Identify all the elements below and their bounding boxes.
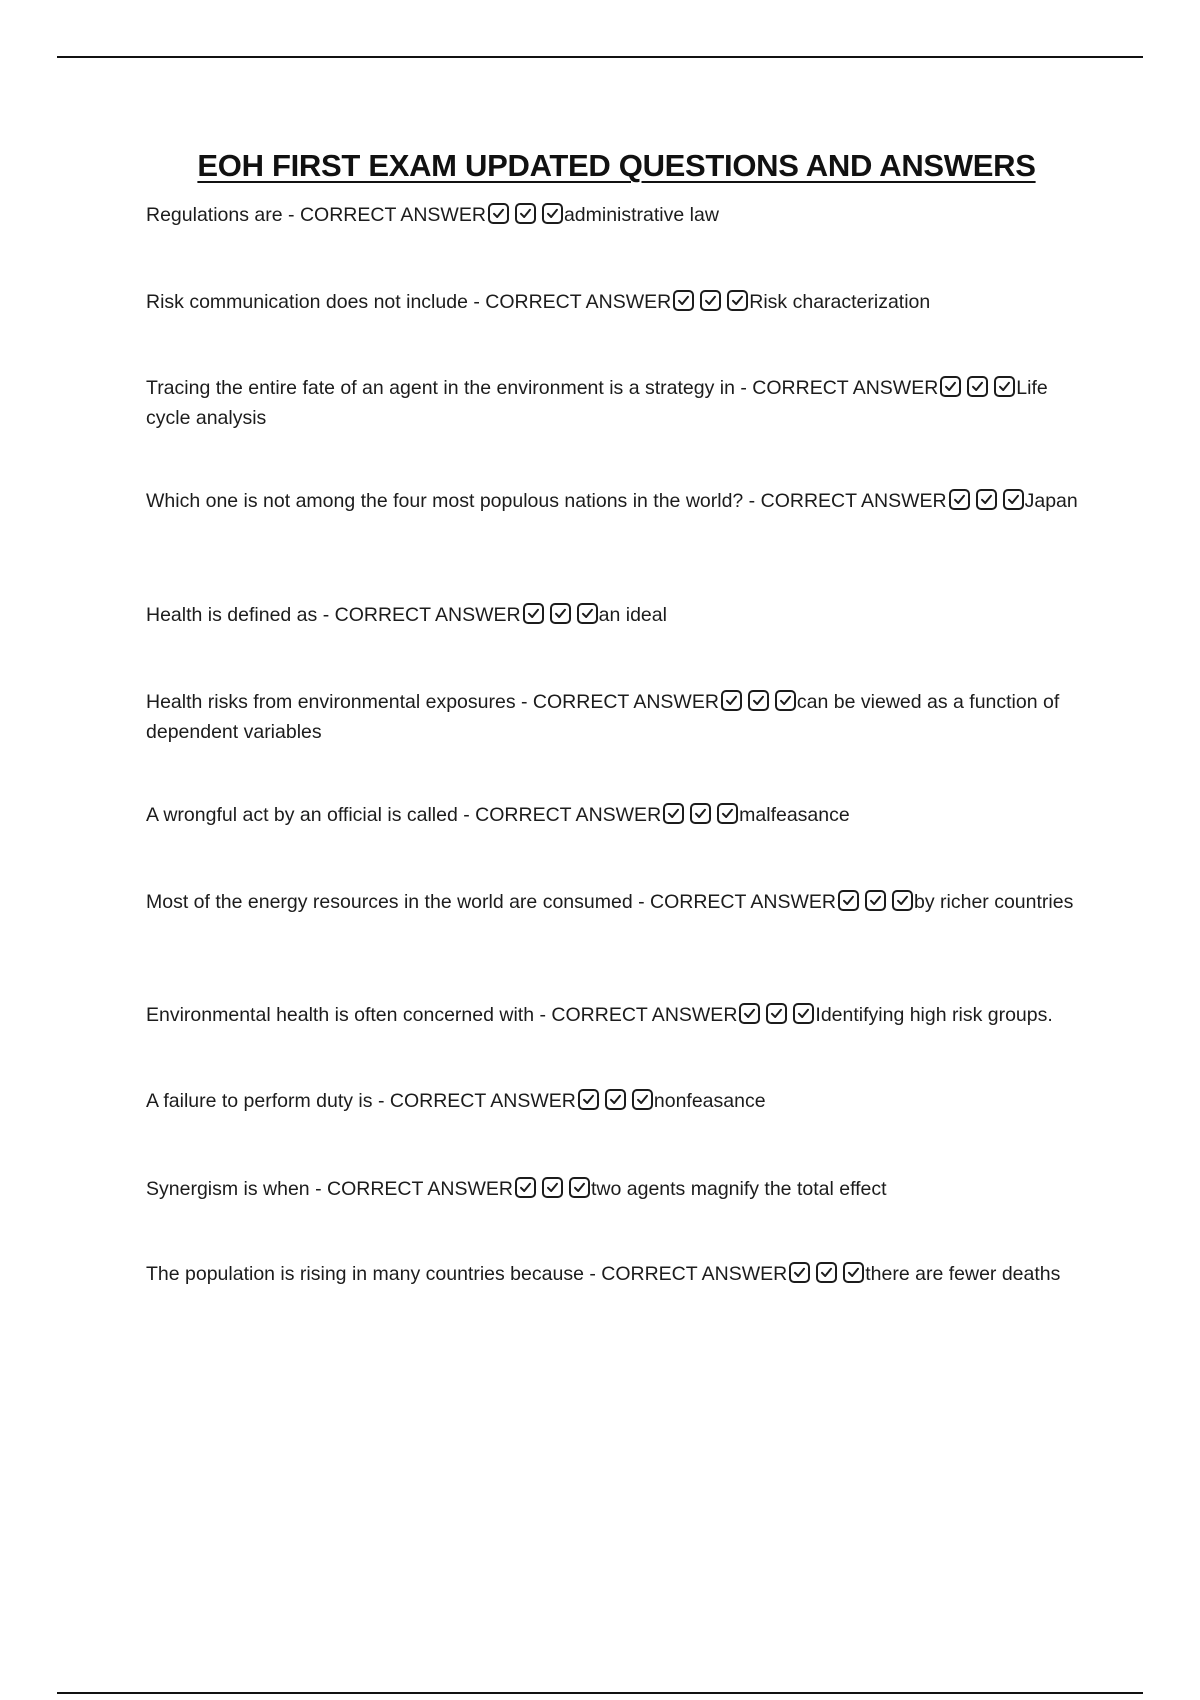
correct-answer-label: CORRECT ANSWER bbox=[485, 291, 672, 313]
question-text: Synergism is when bbox=[146, 1178, 310, 1200]
checkbox-check-icon bbox=[542, 1177, 563, 1198]
checkbox-check-icon bbox=[994, 376, 1015, 397]
question-text: Regulations are bbox=[146, 204, 283, 226]
qa-item bbox=[146, 1086, 1091, 1116]
check-icons bbox=[949, 489, 1024, 510]
separator: - bbox=[372, 1090, 390, 1112]
checkbox-check-icon bbox=[793, 1003, 814, 1024]
checkbox-check-icon bbox=[789, 1262, 810, 1283]
checkbox-check-icon bbox=[967, 376, 988, 397]
check-icons bbox=[523, 603, 598, 624]
answer-text: nonfeasance bbox=[653, 1090, 766, 1112]
bottom-rule bbox=[57, 1692, 1143, 1694]
answer-text: Japan bbox=[1024, 490, 1078, 512]
question-text: Health risks from environmental exposures bbox=[146, 691, 516, 713]
checkbox-check-icon bbox=[515, 203, 536, 224]
qa-item bbox=[146, 200, 1091, 230]
checkbox-check-icon bbox=[569, 1177, 590, 1198]
correct-answer-label: CORRECT ANSWER bbox=[299, 204, 486, 226]
checkbox-check-icon bbox=[700, 290, 721, 311]
separator: - bbox=[515, 691, 533, 713]
correct-answer-label: CORRECT ANSWER bbox=[752, 377, 939, 399]
qa-item bbox=[146, 486, 1091, 516]
checkbox-check-icon bbox=[515, 1177, 536, 1198]
separator: - bbox=[309, 1178, 327, 1200]
check-icons bbox=[488, 203, 563, 224]
question-text: Tracing the entire fate of an agent in the environment is a strategy in bbox=[146, 377, 735, 399]
checkbox-check-icon bbox=[1003, 489, 1024, 510]
answer-text: there are fewer deaths bbox=[865, 1263, 1061, 1285]
separator: - bbox=[632, 891, 651, 913]
top-rule bbox=[57, 56, 1143, 58]
checkbox-check-icon bbox=[843, 1262, 864, 1283]
separator: - bbox=[583, 1263, 602, 1285]
correct-answer-label: CORRECT ANSWER bbox=[551, 1004, 738, 1026]
qa-item bbox=[146, 1000, 1091, 1030]
checkbox-check-icon bbox=[717, 803, 738, 824]
check-icons bbox=[789, 1262, 864, 1283]
checkbox-check-icon bbox=[775, 690, 796, 711]
question-text: A wrongful act by an official is called bbox=[146, 804, 458, 826]
correct-answer-label: CORRECT ANSWER bbox=[327, 1178, 513, 1200]
check-icons bbox=[838, 890, 913, 911]
qa-item bbox=[146, 1174, 1091, 1204]
qa-item bbox=[146, 287, 1091, 317]
checkbox-check-icon bbox=[721, 690, 742, 711]
answer-text: by richer countries bbox=[914, 891, 1074, 913]
separator: - bbox=[457, 804, 476, 826]
document-title: EOH FIRST EXAM UPDATED QUESTIONS AND ANSWERS bbox=[197, 148, 1036, 183]
correct-answer-label: CORRECT ANSWER bbox=[601, 1263, 788, 1285]
checkbox-check-icon bbox=[690, 803, 711, 824]
check-icons bbox=[721, 690, 796, 711]
separator: - bbox=[282, 204, 300, 226]
answer-text: an ideal bbox=[598, 604, 667, 626]
checkbox-check-icon bbox=[748, 690, 769, 711]
question-text: Health is defined as bbox=[146, 604, 318, 626]
separator: - bbox=[743, 490, 761, 512]
checkbox-check-icon bbox=[577, 603, 598, 624]
qa-item bbox=[146, 687, 1091, 747]
checkbox-check-icon bbox=[727, 290, 748, 311]
answer-text: can be viewed as a function of dependent variables bbox=[146, 691, 1060, 743]
correct-answer-label: CORRECT ANSWER bbox=[475, 804, 662, 826]
checkbox-check-icon bbox=[550, 603, 571, 624]
answer-text: Life cycle analysis bbox=[146, 377, 1048, 429]
qa-item bbox=[146, 1259, 1091, 1289]
qa-item bbox=[146, 887, 1091, 917]
checkbox-check-icon bbox=[632, 1089, 653, 1110]
checkbox-check-icon bbox=[542, 203, 563, 224]
check-icons bbox=[673, 290, 748, 311]
checkbox-check-icon bbox=[838, 890, 859, 911]
answer-text: Risk characterization bbox=[749, 291, 931, 313]
checkbox-check-icon bbox=[816, 1262, 837, 1283]
separator: - bbox=[317, 604, 335, 626]
check-icons bbox=[578, 1089, 653, 1110]
checkbox-check-icon bbox=[949, 489, 970, 510]
answer-text: administrative law bbox=[563, 204, 719, 226]
check-icons bbox=[739, 1003, 814, 1024]
checkbox-check-icon bbox=[673, 290, 694, 311]
checkbox-check-icon bbox=[523, 603, 544, 624]
qa-item bbox=[146, 800, 1091, 830]
correct-answer-label: CORRECT ANSWER bbox=[650, 891, 837, 913]
checkbox-check-icon bbox=[605, 1089, 626, 1110]
checkbox-check-icon bbox=[976, 489, 997, 510]
checkbox-check-icon bbox=[578, 1089, 599, 1110]
qa-item bbox=[146, 373, 1091, 433]
checkbox-check-icon bbox=[488, 203, 509, 224]
correct-answer-label: CORRECT ANSWER bbox=[334, 604, 521, 626]
separator: - bbox=[734, 377, 753, 399]
question-text: A failure to perform duty is bbox=[146, 1090, 373, 1112]
answer-text: malfeasance bbox=[739, 804, 850, 826]
check-icons bbox=[940, 376, 1015, 397]
question-text: The population is rising in many countries because bbox=[146, 1263, 584, 1285]
checkbox-check-icon bbox=[865, 890, 886, 911]
question-text: Which one is not among the four most populous nations in the world? bbox=[146, 490, 744, 512]
separator: - bbox=[467, 291, 486, 313]
answer-text: Identifying high risk groups. bbox=[815, 1004, 1053, 1026]
question-text: Most of the energy resources in the world are consumed bbox=[146, 891, 633, 913]
qa-item bbox=[146, 600, 1091, 630]
check-icons bbox=[663, 803, 738, 824]
correct-answer-label: CORRECT ANSWER bbox=[389, 1090, 576, 1112]
correct-answer-label: CORRECT ANSWER bbox=[760, 490, 947, 512]
question-text: Environmental health is often concerned with bbox=[146, 1004, 535, 1026]
checkbox-check-icon bbox=[739, 1003, 760, 1024]
question-text: Risk communication does not include bbox=[146, 291, 468, 313]
correct-answer-label: CORRECT ANSWER bbox=[532, 691, 719, 713]
checkbox-check-icon bbox=[663, 803, 684, 824]
check-icons bbox=[515, 1177, 590, 1198]
checkbox-check-icon bbox=[766, 1003, 787, 1024]
checkbox-check-icon bbox=[892, 890, 913, 911]
answer-text: two agents magnify the total effect bbox=[591, 1178, 887, 1200]
separator: - bbox=[534, 1004, 552, 1026]
checkbox-check-icon bbox=[940, 376, 961, 397]
